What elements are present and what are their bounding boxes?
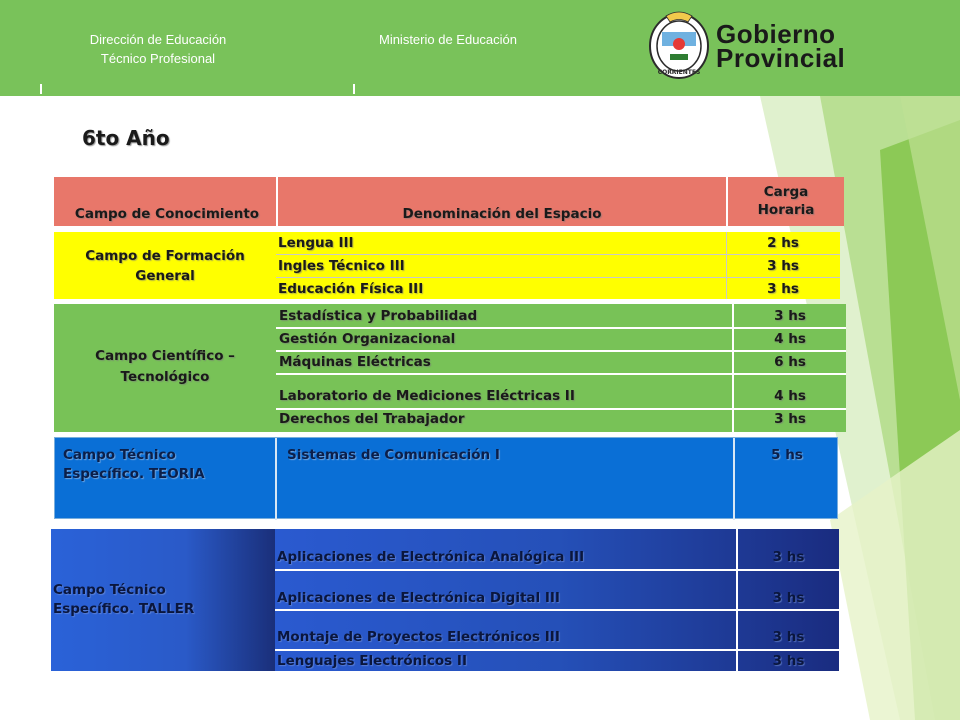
row-divider <box>276 373 846 375</box>
cientifico-row-4-hours: 3 hs <box>774 411 806 427</box>
teoria-row-0-hours: 5 hs <box>771 447 803 463</box>
general-label-line2: General <box>135 268 195 284</box>
col-header-carga <box>728 183 844 219</box>
cientifico-label-line2: Tecnológico <box>120 369 210 385</box>
row-divider <box>275 609 839 611</box>
cientifico-label-line1: Campo Científico – <box>95 348 235 364</box>
row-divider <box>276 277 840 278</box>
section-taller-rows <box>275 529 839 671</box>
taller-row-1-name: Aplicaciones de Electrónica Digital III <box>277 590 560 606</box>
cientifico-label <box>54 346 276 388</box>
section-general-label <box>54 232 276 299</box>
general-label-line1: Campo de Formación <box>85 248 245 264</box>
taller-row-2-name: Montaje de Proyectos Electrónicos III <box>277 629 560 645</box>
teoria-row-0-name: Sistemas de Comunicación I <box>287 447 500 463</box>
section-taller-label <box>51 529 275 671</box>
section-general-rows <box>276 232 840 299</box>
header-direccion-line1: Dirección de Educación <box>89 32 227 47</box>
row-divider <box>276 327 846 329</box>
cientifico-row-3-hours: 4 hs <box>774 388 806 404</box>
col-header-carga-line1: Carga <box>763 184 809 200</box>
row-divider <box>275 649 839 651</box>
general-label <box>54 246 276 286</box>
cientifico-row-1-name: Gestión Organizacional <box>279 331 456 347</box>
col-header-carga-line2: Horaria <box>757 202 815 218</box>
cientifico-row-0-hours: 3 hs <box>774 308 806 324</box>
header-direccion-line2: Técnico Profesional <box>100 51 216 66</box>
header-divider-left <box>40 84 42 94</box>
row-divider <box>276 350 846 352</box>
col-header-campo: Campo de Conocimiento <box>74 206 260 222</box>
table-header-row <box>54 177 844 226</box>
header-divider-right <box>353 84 355 94</box>
gov-line2: Provincial <box>716 43 846 73</box>
cientifico-row-2-hours: 6 hs <box>774 354 806 370</box>
taller-row-1-hours: 3 hs <box>772 590 805 606</box>
taller-row-0-name: Aplicaciones de Electrónica Analógica III <box>277 549 585 565</box>
general-row-0-name: Lengua III <box>278 235 354 251</box>
taller-label-line1: Campo Técnico <box>53 582 166 598</box>
teoria-label-line2: Específico. TEORIA <box>63 466 205 482</box>
row-divider <box>276 408 846 410</box>
cientifico-row-4-name: Derechos del Trabajador <box>279 411 465 427</box>
section-cientifico-rows <box>276 304 846 432</box>
section-cientifico-label <box>54 304 276 432</box>
general-row-2-name: Educación Física III <box>278 281 424 297</box>
header-direccion <box>40 30 276 68</box>
cientifico-row-2-name: Máquinas Eléctricas <box>279 354 431 370</box>
header-bar <box>0 0 960 96</box>
row-divider <box>275 569 839 571</box>
cientifico-row-0-name: Estadística y Probabilidad <box>279 308 478 324</box>
general-row-1-name: Ingles Técnico III <box>278 258 405 274</box>
general-row-1-hours: 3 hs <box>767 258 799 274</box>
cientifico-row-3-name: Laboratorio de Mediciones Eléctricas II <box>279 388 575 404</box>
taller-row-3-name: Lenguajes Electrónicos II <box>277 653 467 669</box>
general-row-0-hours: 2 hs <box>767 235 799 251</box>
corrientes-seal-icon <box>648 10 710 80</box>
taller-row-3-hours: 3 hs <box>772 653 805 669</box>
section-teoria <box>54 437 838 519</box>
row-divider <box>276 254 840 255</box>
taller-label <box>53 581 194 619</box>
taller-row-2-hours: 3 hs <box>772 629 805 645</box>
taller-row-0-hours: 3 hs <box>772 549 805 565</box>
gobierno-provincial-logo <box>716 19 846 73</box>
header-ministerio: Ministerio de Educación <box>378 32 518 47</box>
general-row-2-hours: 3 hs <box>767 281 799 297</box>
column-divider <box>275 438 277 520</box>
seal-text: CORRIENTES <box>657 69 701 76</box>
col-header-denominacion: Denominación del Espacio <box>402 206 602 222</box>
gov-line1: Gobierno <box>716 19 836 49</box>
teoria-label-line1: Campo Técnico <box>63 447 176 463</box>
taller-label-line2: Específico. TALLER <box>53 601 195 617</box>
page-title: 6to Año <box>82 126 170 150</box>
teoria-label <box>63 446 205 484</box>
cientifico-row-1-hours: 4 hs <box>774 331 806 347</box>
